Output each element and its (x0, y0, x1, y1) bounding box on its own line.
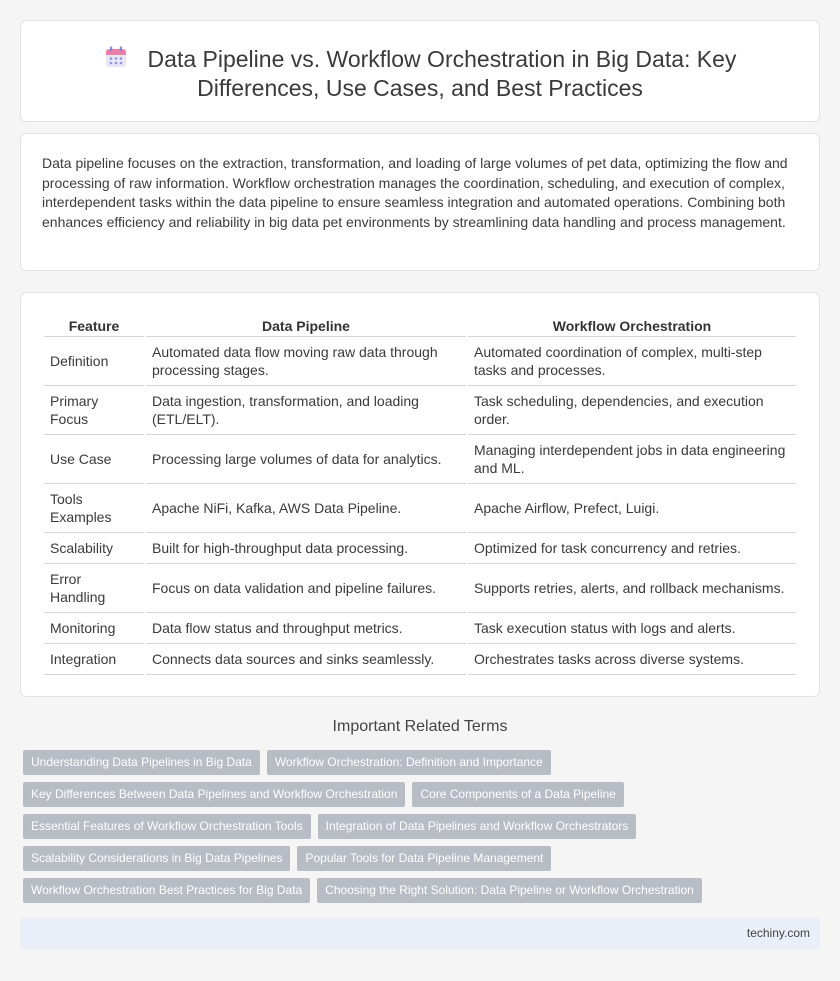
related-term-tag[interactable]: Key Differences Between Data Pipelines and Workflow Orchestration (23, 782, 405, 807)
footer-site[interactable]: techiny.com (746, 926, 810, 940)
related-terms-list (23, 750, 813, 910)
related-terms-heading: Important Related Terms (332, 718, 508, 735)
row-workflow-orchestration: Task execution status with logs and alerts. (468, 613, 796, 644)
row-data-pipeline: Focus on data validation and pipeline failures. (146, 564, 466, 613)
row-workflow-orchestration: Orchestrates tasks across diverse systems. (468, 644, 796, 675)
row-workflow-orchestration: Supports retries, alerts, and rollback mechanisms. (468, 564, 796, 613)
related-term-tag[interactable]: Scalability Considerations in Big Data Pipelines (23, 846, 290, 871)
row-workflow-orchestration: Automated coordination of complex, multi-step tasks and processes. (468, 337, 796, 386)
row-data-pipeline: Automated data flow moving raw data through processing stages. (146, 337, 466, 386)
page-title (21, 45, 819, 103)
related-term-tag[interactable]: Understanding Data Pipelines in Big Data (23, 750, 260, 775)
header-workflow-orchestration: Workflow Orchestration (468, 313, 796, 337)
table-row (44, 435, 796, 484)
row-feature: Definition (44, 337, 144, 386)
related-term-tag[interactable]: Popular Tools for Data Pipeline Management (297, 846, 551, 871)
row-feature: Primary Focus (44, 386, 144, 435)
intro-card (20, 133, 820, 271)
related-term-tag[interactable]: Choosing the Right Solution: Data Pipeline or Workflow Orchestration (317, 878, 702, 903)
related-term-tag[interactable]: Essential Features of Workflow Orchestration Tools (23, 814, 311, 839)
table-header-row (44, 313, 796, 337)
comparison-card (20, 292, 820, 697)
footer (20, 918, 820, 950)
table-row (44, 337, 796, 386)
table-row (44, 644, 796, 675)
title-text: Data Pipeline vs. Workflow Orchestration in Big Data: Key Differences, Use Cases, and Best Practices (147, 46, 737, 101)
row-data-pipeline: Processing large volumes of data for analytics. (146, 435, 466, 484)
comparison-table (42, 313, 798, 675)
header-feature: Feature (44, 313, 144, 337)
row-workflow-orchestration: Managing interdependent jobs in data engineering and ML. (468, 435, 796, 484)
row-workflow-orchestration: Task scheduling, dependencies, and execution order. (468, 386, 796, 435)
intro-paragraph: Data pipeline focuses on the extraction, transformation, and loading of large volumes of pet data, optimizing the flow and processing of raw information. Workflow orchestration manages the coordination, scheduling, and execution of complex, interdependent tasks within the data pipeline to ensure seamless integration and automated operations. Combining both enhances efficiency and reliability in big data pet environments by streamlining data handling and process management. (42, 155, 788, 230)
header-data-pipeline: Data Pipeline (146, 313, 466, 337)
related-term-tag[interactable]: Integration of Data Pipelines and Workflow Orchestrators (318, 814, 637, 839)
related-term-tag[interactable]: Core Components of a Data Pipeline (412, 782, 623, 807)
row-feature: Scalability (44, 533, 144, 564)
row-data-pipeline: Data ingestion, transformation, and loading (ETL/ELT). (146, 386, 466, 435)
row-feature: Error Handling (44, 564, 144, 613)
row-feature: Monitoring (44, 613, 144, 644)
related-term-tag[interactable]: Workflow Orchestration: Definition and Importance (267, 750, 551, 775)
header-card (20, 20, 820, 122)
table-row (44, 613, 796, 644)
table-row (44, 533, 796, 564)
row-data-pipeline: Connects data sources and sinks seamlessly. (146, 644, 466, 675)
calendar-icon (104, 45, 128, 69)
row-feature: Use Case (44, 435, 144, 484)
row-data-pipeline: Data flow status and throughput metrics. (146, 613, 466, 644)
table-row (44, 564, 796, 613)
table-row (44, 386, 796, 435)
row-feature: Integration (44, 644, 144, 675)
row-data-pipeline: Apache NiFi, Kafka, AWS Data Pipeline. (146, 484, 466, 533)
row-data-pipeline: Built for high-throughput data processing. (146, 533, 466, 564)
row-workflow-orchestration: Apache Airflow, Prefect, Luigi. (468, 484, 796, 533)
related-term-tag[interactable]: Workflow Orchestration Best Practices for Big Data (23, 878, 310, 903)
row-feature: Tools Examples (44, 484, 144, 533)
row-workflow-orchestration: Optimized for task concurrency and retries. (468, 533, 796, 564)
table-row (44, 484, 796, 533)
